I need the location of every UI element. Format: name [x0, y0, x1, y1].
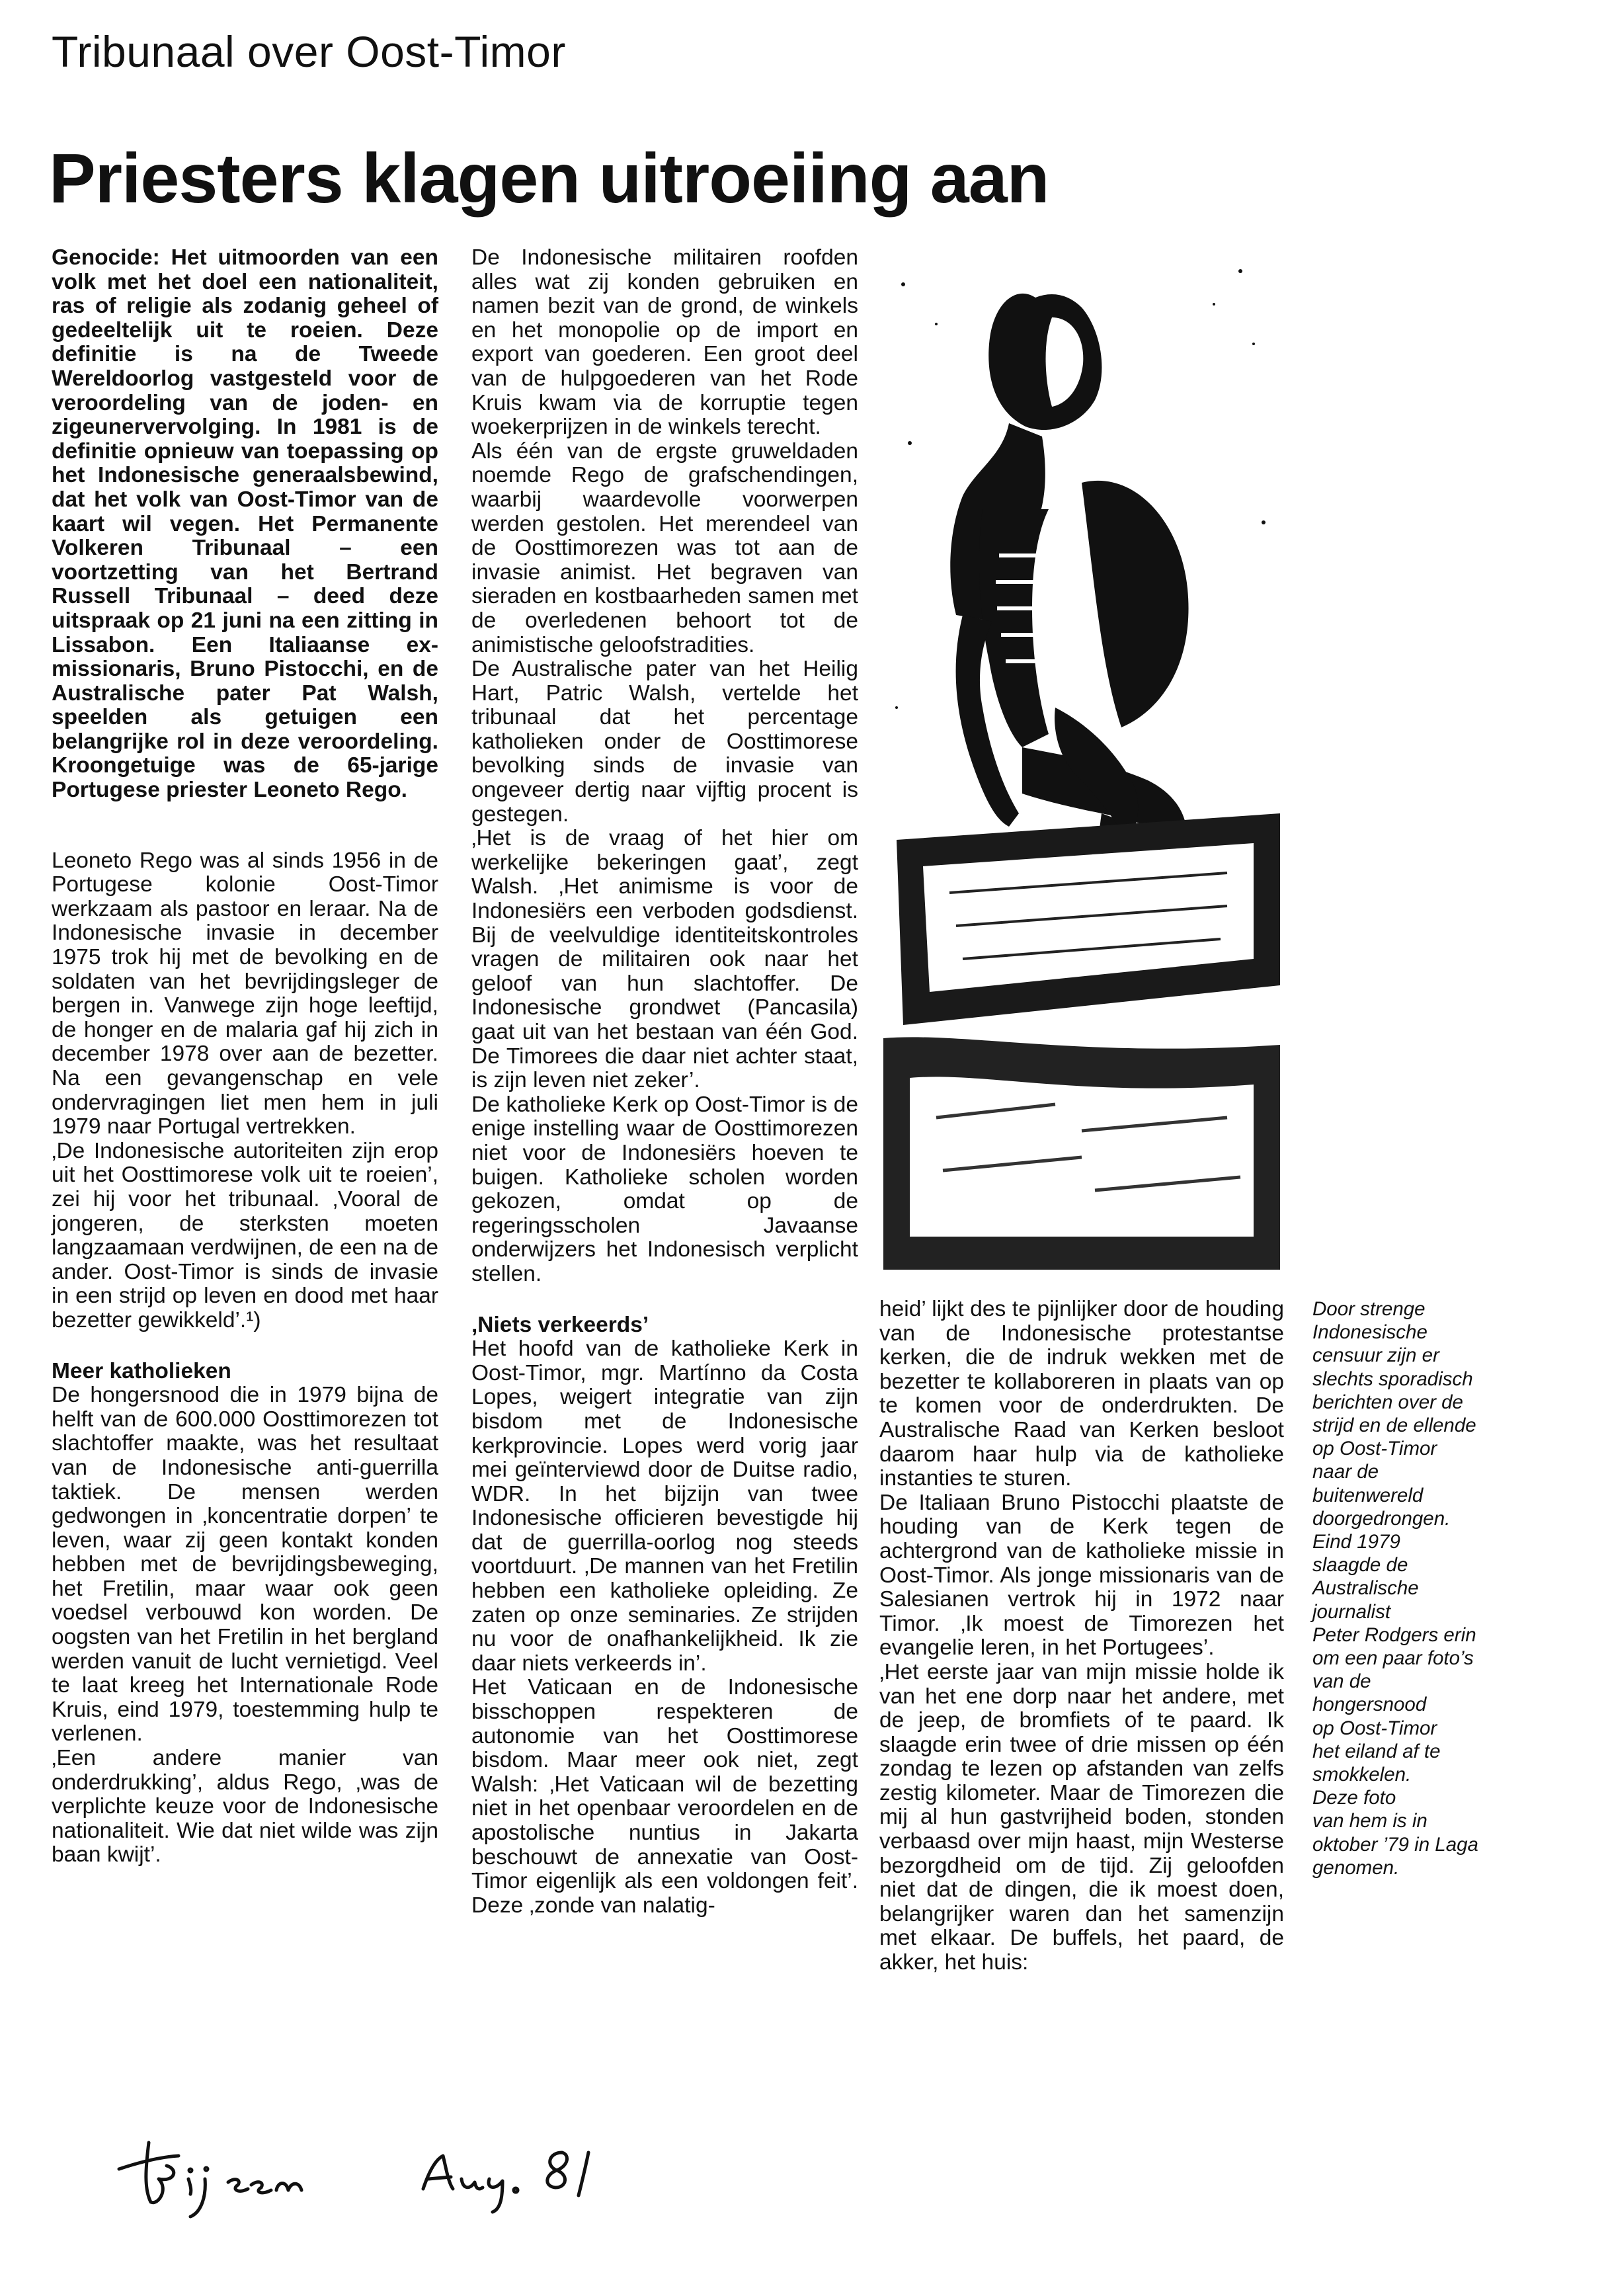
caption-line: censuur zijn er: [1312, 1344, 1439, 1367]
caption-line: Eind 1979: [1312, 1531, 1400, 1553]
paragraph: heid’ lijkt des te pijnlijker door de houding van de Indonesische protestantse kerken, die de indruk wekken met de bezetter te kollaboreren in plaats van op te komen voor de onderdrukten. De Australische Raad van Kerken besloot daarom haar hulp via de katholieke instanties te sturen.: [879, 1297, 1284, 1491]
paragraph: De Italiaan Bruno Pistocchi plaatste de houding van de Kerk tegen de achtergrond van de katholieke missie in Oost-Timor. Als jonge missionaris van de Salesianen vertrok hij in 1972 naar Timor. ‚Ik moest de Timorezen het evangelie leren, in het Portugees’.: [879, 1490, 1284, 1660]
kicker: Tribunaal over Oost-Timor: [52, 27, 566, 76]
headline: Priesters klagen uitroeiing aan: [49, 140, 1049, 218]
handwritten-source-note: [112, 2116, 641, 2222]
subheading: ‚Niets verkeerds’: [471, 1312, 649, 1337]
subheading: Meer katholieken: [52, 1358, 231, 1383]
caption-line: slechts sporadisch: [1312, 1368, 1473, 1390]
paragraph: Leoneto Rego was al sinds 1956 in de Portugese kolonie Oost-Timor werkzaam als pastoor en leraar. Na de Indonesische invasie in december 1975 trok hij met de bevolking en de soldaten van het bevrijdingsleger de bergen in. Vanwege zijn hoge leeftijd, de honger en de malaria gaf hij zich in december 1978 over aan de bezetter. Na een gevangenschap en vele ondervragingen liet men hem in juli 1979 naar Portugal vertrekken.: [52, 848, 438, 1139]
caption-line: buitenwereld: [1312, 1484, 1424, 1506]
paragraph: ‚Een andere manier van onderdrukking’, aldus Rego, ‚was de verplichte keuze voor de Indonesische nationaliteit. Wie dat niet wilde was zijn baan kwijt’.: [52, 1746, 438, 1867]
paragraph: Het Vaticaan en de Indonesische bisschoppen respekteren de autonomie van het Oosttimorese bisdom. Maar meer ook niet, zegt Walsh: ‚Het Vaticaan wil de bezetting niet in het openbaar veroordelen en de apostolische nuntius in Jakarta beschouwt de annexatie van Oost-Timor eigenlijk als een voldongen feit’. Deze ‚zonde van nalatig-: [471, 1675, 858, 1918]
caption-line: het eiland af te: [1312, 1740, 1441, 1762]
caption-line: op Oost-Timor: [1312, 1717, 1437, 1739]
column-2: [471, 246, 858, 1918]
paragraph: De Australische pater van het Heilig Hart, Patric Walsh, vertelde het tribunaal dat het percentage katholieken onder de Oosttimorese bevolking sinds de invasie van ongeveer dertig naar vijftig procent is gestegen.: [471, 657, 858, 827]
caption-line: Peter Rodgers erin: [1312, 1623, 1476, 1646]
starving-child-photo: [883, 245, 1280, 1270]
caption-line: Door strenge: [1312, 1298, 1426, 1320]
paragraph: ‚Het eerste jaar van mijn missie holde ik van het ene dorp naar het andere, met de jeep, de bromfiets of te paard. Ik slaagde erin twee of drie missen op één zondag te lezen op afstanden van zelfs zestig kilometer. Maar de Timorezen die mij al hun gastvrijheid boden, stonden verbaasd over mijn haast, mijn Westerse bezorgdheid om de tijd. Zij geloofden niet dat de dingen, die ik moest doen, belangrijker waren dan het samenzijn met elkaar. De buffels, het paard, de akker, het huis:: [879, 1659, 1284, 1975]
caption-line: naar de: [1312, 1461, 1379, 1483]
caption-line: journalist: [1312, 1600, 1391, 1623]
paragraph: ‚Het is de vraag of het hier om werkelijke bekeringen gaat’, zegt Walsh. ‚Het animisme is voor de Indonesiërs een verboden godsdienst. Bij de veelvuldige identiteitskontroles vragen de militairen ook naar het geloof van hun slachtoffer. De Indonesische grondwet (Pancasila) gaat uit van het bestaan van één God. De Timorees die daar niet achter staat, is zijn leven niet zeker’.: [471, 826, 858, 1093]
caption-line: van de: [1312, 1670, 1371, 1693]
paragraph: De katholieke Kerk op Oost-Timor is de enige instelling waar de Oosttimorezen niet voor de Indonesiërs hoeven te buigen. Katholieke scholen worden gekozen, omdat op de regeringsscholen Javaanse onderwijzers het Indonesisch verplicht stellen.: [471, 1092, 858, 1286]
caption-line: genomen.: [1312, 1856, 1400, 1879]
paragraph: De Indonesische militairen roofden alles wat zij konden gebruiken en namen bezit van de grond, de winkels en het monopolie op de import en export van goederen. Een groot deel van de hulpgoederen van het Rode Kruis kwam via de korruptie tegen woekerprijzen in de winkels terecht.: [471, 245, 858, 440]
paragraph: Het hoofd van de katholieke Kerk in Oost-Timor, mgr. Martínno da Costa Lopes, weigert integratie van zijn bisdom met de Indonesische kerkprovincie. Lopes werd vorig jaar mei geïnterviewd door de Duitse radio, WDR. In het bijzijn van twee Indonesische officieren bevestigde hij dat de guerrilla-oorlog nog steeds voortduurt. ‚De mannen van het Fretilin hebben een katholieke opleiding. Ze zaten op onze seminaries. Ze strijden nu voor de onafhankelijkheid. Ik zie daar niets verkeerds in’.: [471, 1336, 858, 1676]
caption-line: doorgedrongen.: [1312, 1507, 1451, 1530]
caption-line: Australische: [1312, 1577, 1419, 1600]
caption-line: berichten over de: [1312, 1391, 1463, 1413]
column-1: [52, 246, 438, 1867]
caption-line: smokkelen.: [1312, 1764, 1412, 1786]
caption-line: strijd en de ellende: [1312, 1414, 1476, 1437]
paragraph: De hongersnood die in 1979 bijna de helft van de 600.000 Oosttimorezen tot slachtoffer maakte, was het resultaat van de Indonesische anti-guerrilla taktiek. De mensen werden gedwongen in ‚koncentratie dorpen’ te leven, waar zij geen kontakt konden hebben met de bevrijdingsbeweging, het Fretilin, maar waar ook geen voedsel verbouwd kon worden. De oogsten van het Fretilin in het bergland werden vanuit de lucht vernietigd. Veel te laat kreeg het Internationale Rode Kruis, eind 1979, toestemming hulp te verlenen.: [52, 1383, 438, 1746]
caption-line: oktober ’79 in Laga: [1312, 1833, 1478, 1856]
photo-caption: [1312, 1297, 1531, 1879]
caption-line: om een paar foto’s: [1312, 1647, 1474, 1670]
paragraph: ‚De Indonesische autoriteiten zijn erop uit het Oosttimorese volk uit te roeien’, zei hij voor het tribunaal. ‚Vooral de jongeren, de sterksten moeten langzaamaan verdwijnen, de een na de ander. Oost-Timor is sinds de invasie in een strijd op leven en dood met haar bezetter gewikkeld’.¹): [52, 1138, 438, 1332]
caption-line: op Oost-Timor: [1312, 1438, 1437, 1460]
caption-line: slaagde de: [1312, 1554, 1408, 1577]
caption-line: Deze foto: [1312, 1787, 1396, 1809]
column-3: [879, 1297, 1284, 1975]
caption-line: van hem is in: [1312, 1810, 1427, 1832]
caption-line: Indonesische: [1312, 1321, 1427, 1344]
paragraph: Als één van de ergste gruweldaden noemde Rego de grafschendingen, waarbij waardevolle voorwerpen werden gestolen. Het merendeel van de Oosttimorezen was tot aan de invasie animist. Het begraven van sieraden en kostbaarheden samen met de overledenen behoort tot de animistische geloofstradities.: [471, 438, 858, 657]
lead-paragraph: Genocide: Het uitmoorden van een volk met het doel een nationaliteit, ras of religie als zodanig geheel of gedeeltelijk uit te roeien. Deze definitie is na de Tweede Wereldoorlog vastgesteld voor de veroordeling van de joden- en zigeunervervolging. In 1981 is de definitie opnieuw van toepassing op het Indonesische generaalsbewind, dat het volk van Oost-Timor van de kaart wil vegen. Het Permanente Volkeren Tribunaal – een voortzetting van het Bertrand Russell Tribunaal – deed deze uitspraak op 21 juni na een zitting in Lissabon. Een Italiaanse ex-missionaris, Bruno Pistocchi, en de Australische pater Pat Walsh, speelden als getuigen een belangrijke rol in deze veroordeling. Kroongetuige was de 65-jarige Portugese priester Leoneto Rego.: [52, 245, 438, 803]
caption-line: hongersnood: [1312, 1694, 1427, 1716]
